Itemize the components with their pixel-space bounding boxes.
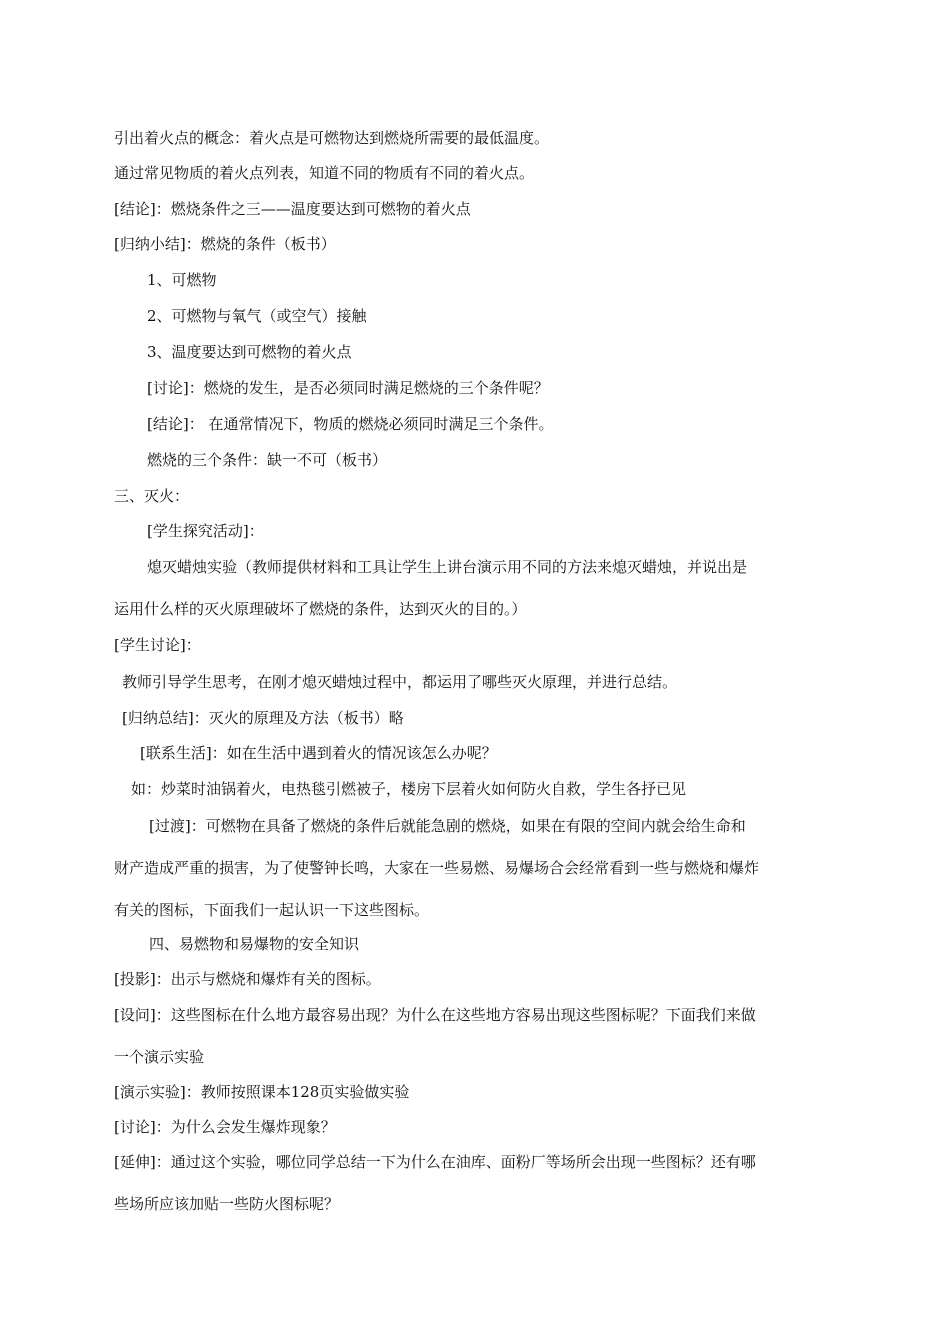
text-line-6: 2、可燃物与氧气（或空气）接触 xyxy=(147,307,367,325)
section-heading-3: 三、灭火： xyxy=(114,487,190,505)
text-line-2: 通过常见物质的着火点列表，知道不同的物质有不同的着火点。 xyxy=(114,164,535,182)
text-line-7: 3、温度要达到可燃物的着火点 xyxy=(147,343,352,361)
text-line-8: [讨论]：燃烧的发生，是否必须同时满足燃烧的三个条件呢？ xyxy=(147,379,549,397)
text-line-21: 财产造成严重的损害，为了使警钟长鸣，大家在一些易燃、易爆场合会经常看到一些与燃烧和爆炸 xyxy=(114,859,760,877)
text-line-15: [学生讨论]： xyxy=(114,636,201,654)
section-heading-4: 四、易燃物和易爆物的安全知识 xyxy=(149,935,360,953)
text-line-4: [归纳小结]：燃烧的条件（板书） xyxy=(114,235,336,253)
text-line-16: 教师引导学生思考，在刚才熄灭蜡烛过程中，都运用了哪些灭火原理，并进行总结。 xyxy=(122,673,678,691)
text-line-12: [学生探究活动]： xyxy=(147,522,264,540)
text-line-22: 有关的图标，下面我们一起认识一下这些图标。 xyxy=(114,901,430,919)
text-line-5: 1、可燃物 xyxy=(147,271,217,289)
text-line-27: [演示实验]：教师按照课本128页实验做实验 xyxy=(114,1083,410,1101)
text-line-9: [结论]： 在通常情况下，物质的燃烧必须同时满足三个条件。 xyxy=(147,415,554,433)
text-line-30: 些场所应该加贴一些防火图标呢？ xyxy=(114,1195,340,1213)
text-line-25: [设问]：这些图标在什么地方最容易出现？为什么在这些地方容易出现这些图标呢？下面我们来做 xyxy=(114,1006,756,1024)
text-line-24: [投影]：出示与燃烧和爆炸有关的图标。 xyxy=(114,970,381,988)
text-line-26: 一个演示实验 xyxy=(114,1048,205,1066)
text-line-14: 运用什么样的灭火原理破坏了燃烧的条件，达到灭火的目的。） xyxy=(114,600,527,618)
text-line-10: 燃烧的三个条件：缺一不可（板书） xyxy=(147,451,388,469)
text-line-20: [过渡]：可燃物在具备了燃烧的条件后就能急剧的燃烧，如果在有限的空间内就会给生命和 xyxy=(149,817,746,835)
text-line-3: [结论]：燃烧条件之三——温度要达到可燃物的着火点 xyxy=(114,200,471,218)
text-line-19: 如：炒菜时油锅着火，电热毯引燃被子，楼房下层着火如何防火自救，学生各抒已见 xyxy=(131,780,687,798)
text-line-18: [联系生活]：如在生活中遇到着火的情况该怎么办呢？ xyxy=(140,744,497,762)
text-line-29: [延伸]：通过这个实验，哪位同学总结一下为什么在油库、面粉厂等场所会出现一些图标？还有哪 xyxy=(114,1153,756,1171)
text-line-17: [归纳总结]：灭火的原理及方法（板书）略 xyxy=(122,709,404,727)
text-line-1: 引出着火点的概念：着火点是可燃物达到燃烧所需要的最低温度。 xyxy=(114,129,550,147)
text-line-28: [讨论]：为什么会发生爆炸现象？ xyxy=(114,1118,336,1136)
text-line-13: 熄灭蜡烛实验（教师提供材料和工具让学生上讲台演示用不同的方法来熄灭蜡烛，并说出是 xyxy=(147,558,748,576)
